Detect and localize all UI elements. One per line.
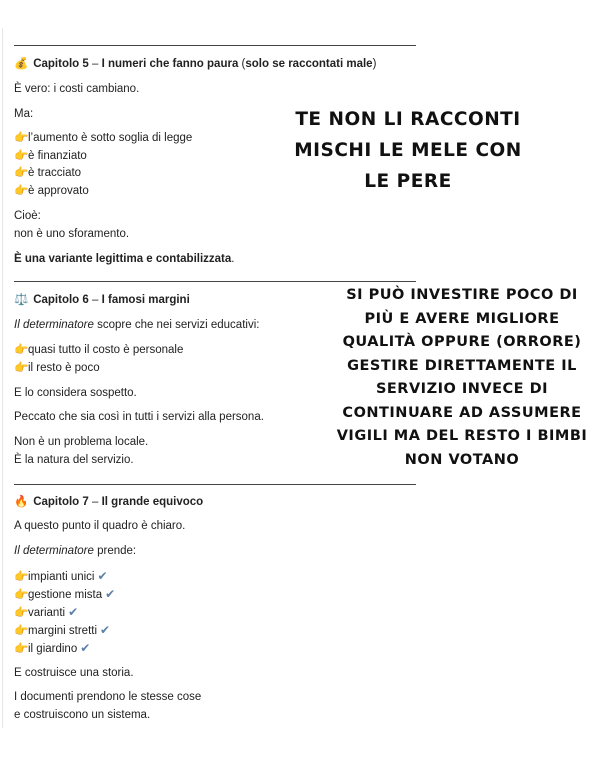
pointing-hand-icon: 👉: [14, 643, 29, 655]
chapter-5-title: I numeri che fanno paura: [101, 58, 239, 70]
list-item: 👉impianti unici ✔: [14, 569, 108, 583]
paragraph: non è uno sforamento.: [14, 228, 130, 240]
chapter-5-heading: 💰 Capitolo 5 – I numeri che fanno paura (solo se raccontati male): [14, 58, 377, 70]
paragraph: e costruiscono un sistema.: [14, 709, 151, 721]
section-divider: [14, 45, 416, 46]
list-item: 👉è tracciato: [14, 167, 82, 179]
check-icon: ✔: [105, 587, 116, 601]
chapter-6-label: Capitolo 6: [33, 294, 89, 306]
chapter-6-heading: ⚖️ Capitolo 6 – I famosi margini: [14, 294, 190, 306]
paragraph: Ma:: [14, 108, 34, 120]
chapter-7-heading: 🔥 Capitolo 7 – Il grande equivoco: [14, 496, 204, 508]
list-item: 👉margini stretti ✔: [14, 623, 111, 637]
paragraph: È vero: i costi cambiano.: [14, 83, 140, 95]
paragraph: A questo punto il quadro è chiaro.: [14, 520, 186, 532]
list-item: 👉è finanziato: [14, 150, 87, 162]
pointing-hand-icon: 👉: [14, 185, 29, 197]
paragraph: È una variante legittima e contabilizzata.: [14, 253, 235, 265]
overlay-annotation-1: TE NON LI RACCONTI MISCHI LE MELE CON LE PERE: [294, 109, 522, 192]
chapter-7-title: Il grande equivoco: [101, 496, 204, 508]
left-border: [2, 28, 3, 728]
check-icon: ✔: [68, 605, 79, 619]
paragraph: Non è un problema locale.: [14, 436, 149, 448]
list-item: 👉il giardino ✔: [14, 641, 91, 655]
pointing-hand-icon: 👉: [14, 167, 29, 179]
money-bag-icon: 💰: [14, 58, 29, 70]
fire-icon: 🔥: [14, 496, 29, 508]
chapter-7-label: Capitolo 7: [33, 496, 89, 508]
overlay-annotation-2: SI PUÒ INVESTIRE POCO DI PIÙ E AVERE MIGLIORE QUALITÀ OPPURE (ORRORE) GESTIRE DIRETTAMENTE IL SERVIZIO INVECE DI CONTINUARE AD ASSUMERE VIGILI MA DEL RESTO I BIMBI NON VOTANO: [336, 287, 588, 468]
pointing-hand-icon: 👉: [14, 571, 29, 583]
pointing-hand-icon: 👉: [14, 150, 29, 162]
pointing-hand-icon: 👉: [14, 625, 29, 637]
paragraph: Il determinatore scopre che nei servizi educativi:: [14, 319, 260, 331]
paragraph: Peccato che sia così in tutti i servizi alla persona.: [14, 411, 264, 423]
paragraph: E lo considera sospetto.: [14, 387, 137, 399]
check-icon: ✔: [97, 569, 108, 583]
chapter-6-title: I famosi margini: [101, 294, 190, 306]
list-item: 👉varianti ✔: [14, 605, 79, 619]
chapter-5-label: Capitolo 5: [33, 58, 89, 70]
paragraph: I documenti prendono le stesse cose: [14, 691, 202, 703]
check-icon: ✔: [80, 641, 91, 655]
list-item: 👉il resto è poco: [14, 362, 100, 374]
section-divider: [14, 281, 416, 282]
pointing-hand-icon: 👉: [14, 132, 29, 144]
pointing-hand-icon: 👉: [14, 344, 29, 356]
paragraph: E costruisce una storia.: [14, 667, 134, 679]
check-icon: ✔: [100, 623, 111, 637]
paragraph: È la natura del servizio.: [14, 454, 134, 466]
section-divider: [14, 484, 416, 485]
pointing-hand-icon: 👉: [14, 589, 29, 601]
scales-icon: ⚖️: [14, 294, 29, 306]
list-item: 👉gestione mista ✔: [14, 587, 116, 601]
list-item: 👉quasi tutto il costo è personale: [14, 344, 184, 356]
list-item: 👉è approvato: [14, 185, 89, 197]
list-item: 👉l’aumento è sotto soglia di legge: [14, 132, 193, 144]
pointing-hand-icon: 👉: [14, 607, 29, 619]
paragraph: Il determinatore prende:: [14, 545, 137, 557]
paragraph: Cioè:: [14, 210, 41, 222]
pointing-hand-icon: 👉: [14, 362, 29, 374]
